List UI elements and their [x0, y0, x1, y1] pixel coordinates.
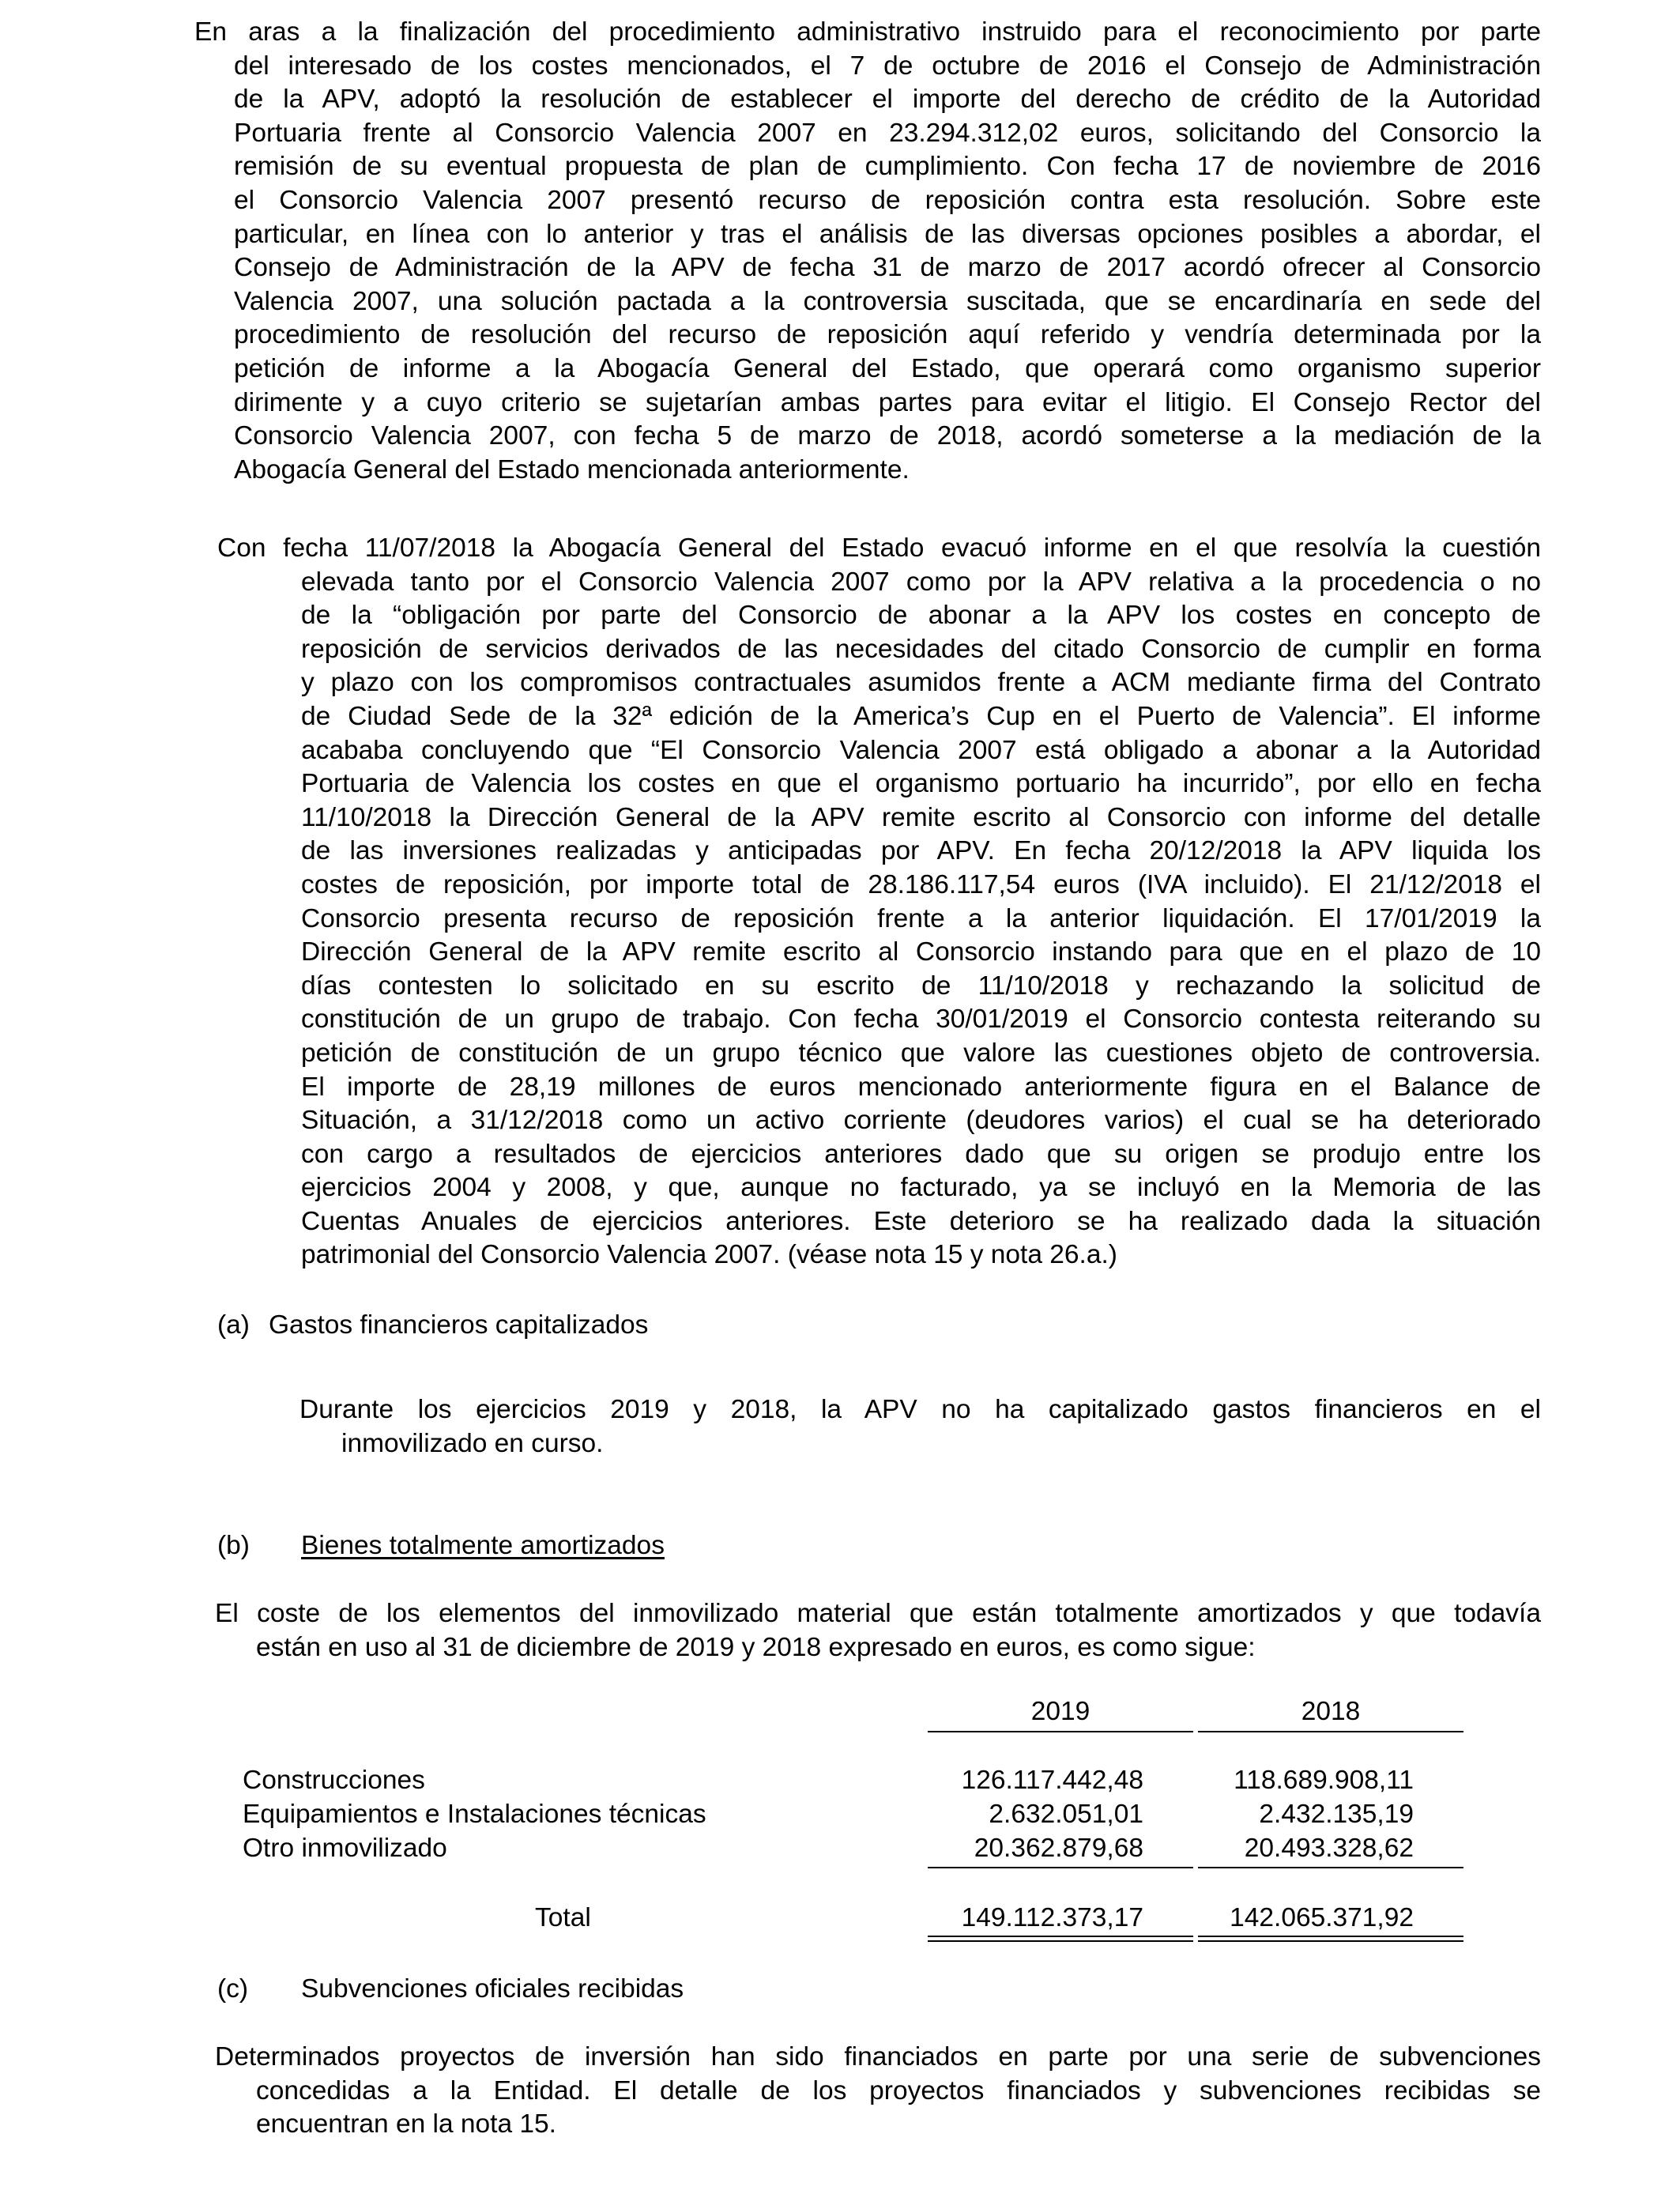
text-line: Durante los ejercicios 2019 y 2018, la APV no ha capitalizado gastos financieros en el — [299, 1395, 1541, 1424]
text-line: remisión de su eventual propuesta de plan de cumplimiento. Con fecha 17 de noviembre de 2016 — [234, 152, 1541, 182]
text-line: El coste de los elementos del inmovilizado material que están totalmente amortizados y que todavía — [215, 1599, 1541, 1628]
cell-2018: 20.493.328,62 — [1244, 1834, 1414, 1863]
text-line: ejercicios 2004 y 2008, y que, aunque no facturado, ya se incluyó en la Memoria de las — [301, 1173, 1541, 1203]
text-line: de Ciudad Sede de la 32ª edición de la America’s Cup en el Puerto de Valencia”. El informe — [301, 701, 1541, 731]
text-line: petición de constitución de un grupo técnico que valore las cuestiones objeto de controversia. — [301, 1038, 1541, 1068]
text-line: encuentran en la nota 15. — [256, 2109, 556, 2139]
cell-2019: 2.632.051,01 — [989, 1800, 1143, 1829]
text-line: patrimonial del Consorcio Valencia 2007. (véase nota 15 y nota 26.a.) — [301, 1240, 1117, 1270]
text-line: Consorcio Valencia 2007, con fecha 5 de marzo de 2018, acordó someterse a la mediación de la — [234, 421, 1541, 451]
row-label: Otro inmovilizado — [243, 1834, 447, 1863]
total-label: Total — [535, 1903, 591, 1932]
section-b-label: (b) — [217, 1531, 250, 1560]
text-line: Situación, a 31/12/2018 como un activo corriente (deudores varios) el cual se ha deteriorado — [301, 1106, 1541, 1136]
text-line: Determinados proyectos de inversión han sido financiados en parte por una serie de subvenciones — [215, 2042, 1541, 2071]
text-line: Portuaria de Valencia los costes en que el organismo portuario ha incurrido”, por ello en fecha — [301, 769, 1541, 799]
total-rule — [1198, 1936, 1463, 1937]
section-a-label: (a) — [217, 1310, 250, 1340]
text-line: el Consorcio Valencia 2007 presentó recurso de reposición contra esta resolución. Sobre este — [234, 185, 1541, 215]
text-line: concedidas a la Entidad. El detalle de los proyectos financiados y subvenciones recibidas se — [256, 2075, 1541, 2105]
text-line: petición de informe a la Abogacía General del Estado, que operará como organismo superior — [234, 353, 1541, 383]
section-c-text — [215, 2041, 1541, 2142]
total-2018: 142.065.371,92 — [1230, 1903, 1414, 1932]
text-line: del interesado de los costes mencionados, el 7 de octubre de 2016 el Consejo de Administración — [234, 51, 1541, 81]
section-b-text — [215, 1597, 1541, 1664]
text-line: de las inversiones realizadas y anticipadas por APV. En fecha 20/12/2018 la APV liquida los — [301, 836, 1541, 866]
cell-2019: 126.117.442,48 — [961, 1766, 1143, 1795]
section-c-label: (c) — [217, 1974, 249, 2004]
cell-2018: 118.689.908,11 — [1234, 1766, 1414, 1795]
text-line: procedimiento de resolución del recurso de reposición aquí referido y vendría determinada por la — [234, 320, 1541, 350]
text-line: de la “obligación por parte del Consorcio de abonar a la APV los costes en concepto de — [301, 601, 1541, 631]
section-a-text — [299, 1393, 1541, 1461]
section-c-heading — [217, 1973, 684, 2007]
subtotal-rule — [1198, 1867, 1463, 1868]
text-line: 11/10/2018 la Dirección General de la APV remite escrito al Consorcio con informe del detalle — [301, 802, 1541, 832]
total-rule — [928, 1936, 1193, 1937]
column-header-rule — [928, 1731, 1193, 1732]
total-2019: 149.112.373,17 — [961, 1903, 1143, 1932]
section-a-heading — [217, 1309, 648, 1343]
text-line: particular, en línea con lo anterior y tras el análisis de las diversas opciones posibles a abordar, el — [234, 219, 1541, 249]
text-line: Con fecha 11/07/2018 la Abogacía General del Estado evacuó informe en el que resolvía la cuestión — [217, 533, 1541, 563]
total-double-rule — [1198, 1940, 1463, 1942]
text-line: constitución de un grupo de trabajo. Con fecha 30/01/2019 el Consorcio contesta reiterando su — [301, 1005, 1541, 1035]
text-line: costes de reposición, por importe total de 28.186.117,54 euros (IVA incluido). El 21/12/2018 el — [301, 869, 1541, 899]
cell-2018: 2.432.135,19 — [1259, 1800, 1414, 1829]
text-line: y plazo con los compromisos contractuales asumidos frente a ACM mediante firma del Contrato — [301, 668, 1541, 698]
text-line: Portuaria frente al Consorcio Valencia 2007 en 23.294.312,02 euros, solicitando del Consorcio la — [234, 118, 1541, 148]
text-line: elevada tanto por el Consorcio Valencia 2007 como por la APV relativa a la procedencia o no — [301, 567, 1541, 597]
paragraph-abogacia-report — [217, 532, 1541, 1272]
section-b-heading — [217, 1529, 665, 1563]
cell-2019: 20.362.879,68 — [974, 1834, 1143, 1863]
total-double-rule — [928, 1940, 1193, 1942]
section-a-title: Gastos financieros capitalizados — [269, 1310, 649, 1340]
column-header-2018: 2018 — [1301, 1697, 1361, 1726]
text-line: reposición de servicios derivados de las necesidades del citado Consorcio de cumplir en forma — [301, 634, 1541, 664]
text-line: acababa concluyendo que “El Consorcio Valencia 2007 está obligado a abonar a la Autoridad — [301, 735, 1541, 765]
paragraph-consorcio-credit — [194, 16, 1541, 487]
text-line: Abogacía General del Estado mencionada anteriormente. — [234, 454, 910, 484]
section-c-title: Subvenciones oficiales recibidas — [301, 1974, 684, 2004]
subtotal-rule — [928, 1867, 1193, 1868]
text-line: de la APV, adoptó la resolución de establecer el importe del derecho de crédito de la Autoridad — [234, 85, 1541, 115]
text-line: El importe de 28,19 millones de euros mencionado anteriormente figura en el Balance de — [301, 1072, 1541, 1102]
text-line: Dirección General de la APV remite escrito al Consorcio instando para que en el plazo de 10 — [301, 937, 1541, 967]
text-line: Cuentas Anuales de ejercicios anteriores. Este deterioro se ha realizado dada la situación — [301, 1206, 1541, 1236]
text-line: están en uso al 31 de diciembre de 2019 y 2018 expresado en euros, es como sigue: — [256, 1632, 1256, 1662]
row-label: Construcciones — [243, 1766, 425, 1795]
column-header-2019: 2019 — [1030, 1697, 1090, 1726]
text-line: En aras a la finalización del procedimiento administrativo instruido para el reconocimiento por parte — [194, 17, 1541, 47]
section-b-title: Bienes totalmente amortizados — [301, 1531, 665, 1560]
text-line: dirimente y a cuyo criterio se sujetarían ambas partes para evitar el litigio. El Consejo Rector del — [234, 387, 1541, 417]
text-line: Consorcio presenta recurso de reposición frente a la anterior liquidación. El 17/01/2019 la — [301, 903, 1541, 933]
text-line: Valencia 2007, una solución pactada a la controversia suscitada, que se encardinaría en sede del — [234, 286, 1541, 316]
text-line: con cargo a resultados de ejercicios anteriores dado que su origen se produjo entre los — [301, 1139, 1541, 1169]
column-header-rule — [1198, 1731, 1463, 1732]
text-line: Consejo de Administración de la APV de fecha 31 de marzo de 2017 acordó ofrecer al Consorcio — [234, 253, 1541, 283]
text-line: inmovilizado en curso. — [341, 1428, 604, 1458]
text-line: días contesten lo solicitado en su escrito de 11/10/2018 y rechazando la solicitud de — [301, 971, 1541, 1001]
row-label: Equipamientos e Instalaciones técnicas — [243, 1800, 706, 1829]
